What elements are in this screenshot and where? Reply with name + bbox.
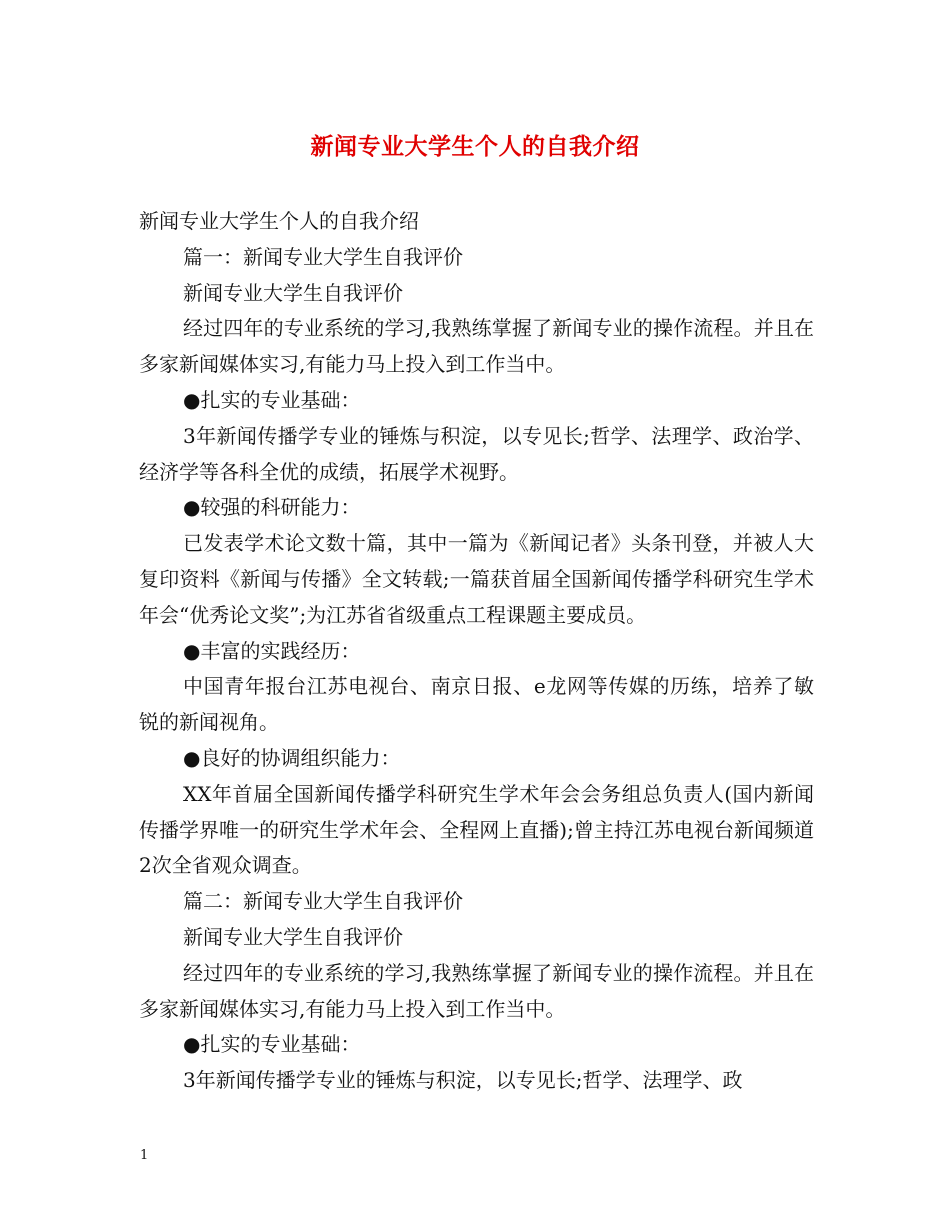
- paragraph: 篇一：新闻专业大学生自我评价: [183, 244, 463, 269]
- paragraph: 新闻专业大学生个人的自我介绍: [139, 209, 419, 233]
- page-number: 1: [140, 1148, 149, 1163]
- section-heading: ●扎实的专业基础：: [183, 387, 361, 412]
- section-heading: ●较强的科研能力：: [183, 495, 361, 520]
- section-heading: ●良好的协调组织能力：: [183, 745, 401, 770]
- paragraph: 经过四年的专业系统的学习,我熟练掌握了新闻专业的操作流程。并且在多家新闻媒体实习,有能力马上投入到工作当中。: [139, 960, 814, 1021]
- paragraph: 篇二：新闻专业大学生自我评价: [183, 889, 463, 914]
- paragraph: 中国青年报台江苏电视台、南京日报、e龙网等传媒的历练，培养了敏锐的新闻视角。: [139, 674, 814, 735]
- paragraph: 新闻专业大学生自我评价: [183, 280, 403, 305]
- paragraph: 3年新闻传播学专业的锤炼与积淀，以专见长;哲学、法理学、政治学、经济学等各科全优的成绩，拓展学术视野。: [139, 423, 814, 484]
- section-heading: ●扎实的专业基础：: [183, 1032, 361, 1057]
- section-heading: ●丰富的实践经历：: [183, 638, 361, 663]
- paragraph: XX年首届全国新闻传播学科研究生学术年会会务组总负责人(国内新闻传播学界唯一的研究生学术年会、全程网上直播);曾主持江苏电视台新闻频道2次全省观众调查。: [139, 781, 814, 878]
- paragraph: 已发表学术论文数十篇，其中一篇为《新闻记者》头条刊登，并被人大复印资料《新闻与传播》全文转载;一篇获首届全国新闻传播学科研究生学术年会“优秀论文奖”;为江苏省省级重点工程课题主要成员。: [139, 531, 814, 627]
- paragraph: 新闻专业大学生自我评价: [183, 924, 403, 949]
- paragraph: 经过四年的专业系统的学习,我熟练掌握了新闻专业的操作流程。并且在多家新闻媒体实习,有能力马上投入到工作当中。: [139, 316, 814, 377]
- document-title: 新闻专业大学生个人的自我介绍: [310, 133, 640, 160]
- document-body: [139, 204, 814, 1099]
- paragraph: 3年新闻传播学专业的锤炼与积淀，以专见长;哲学、法理学、政: [183, 1068, 743, 1093]
